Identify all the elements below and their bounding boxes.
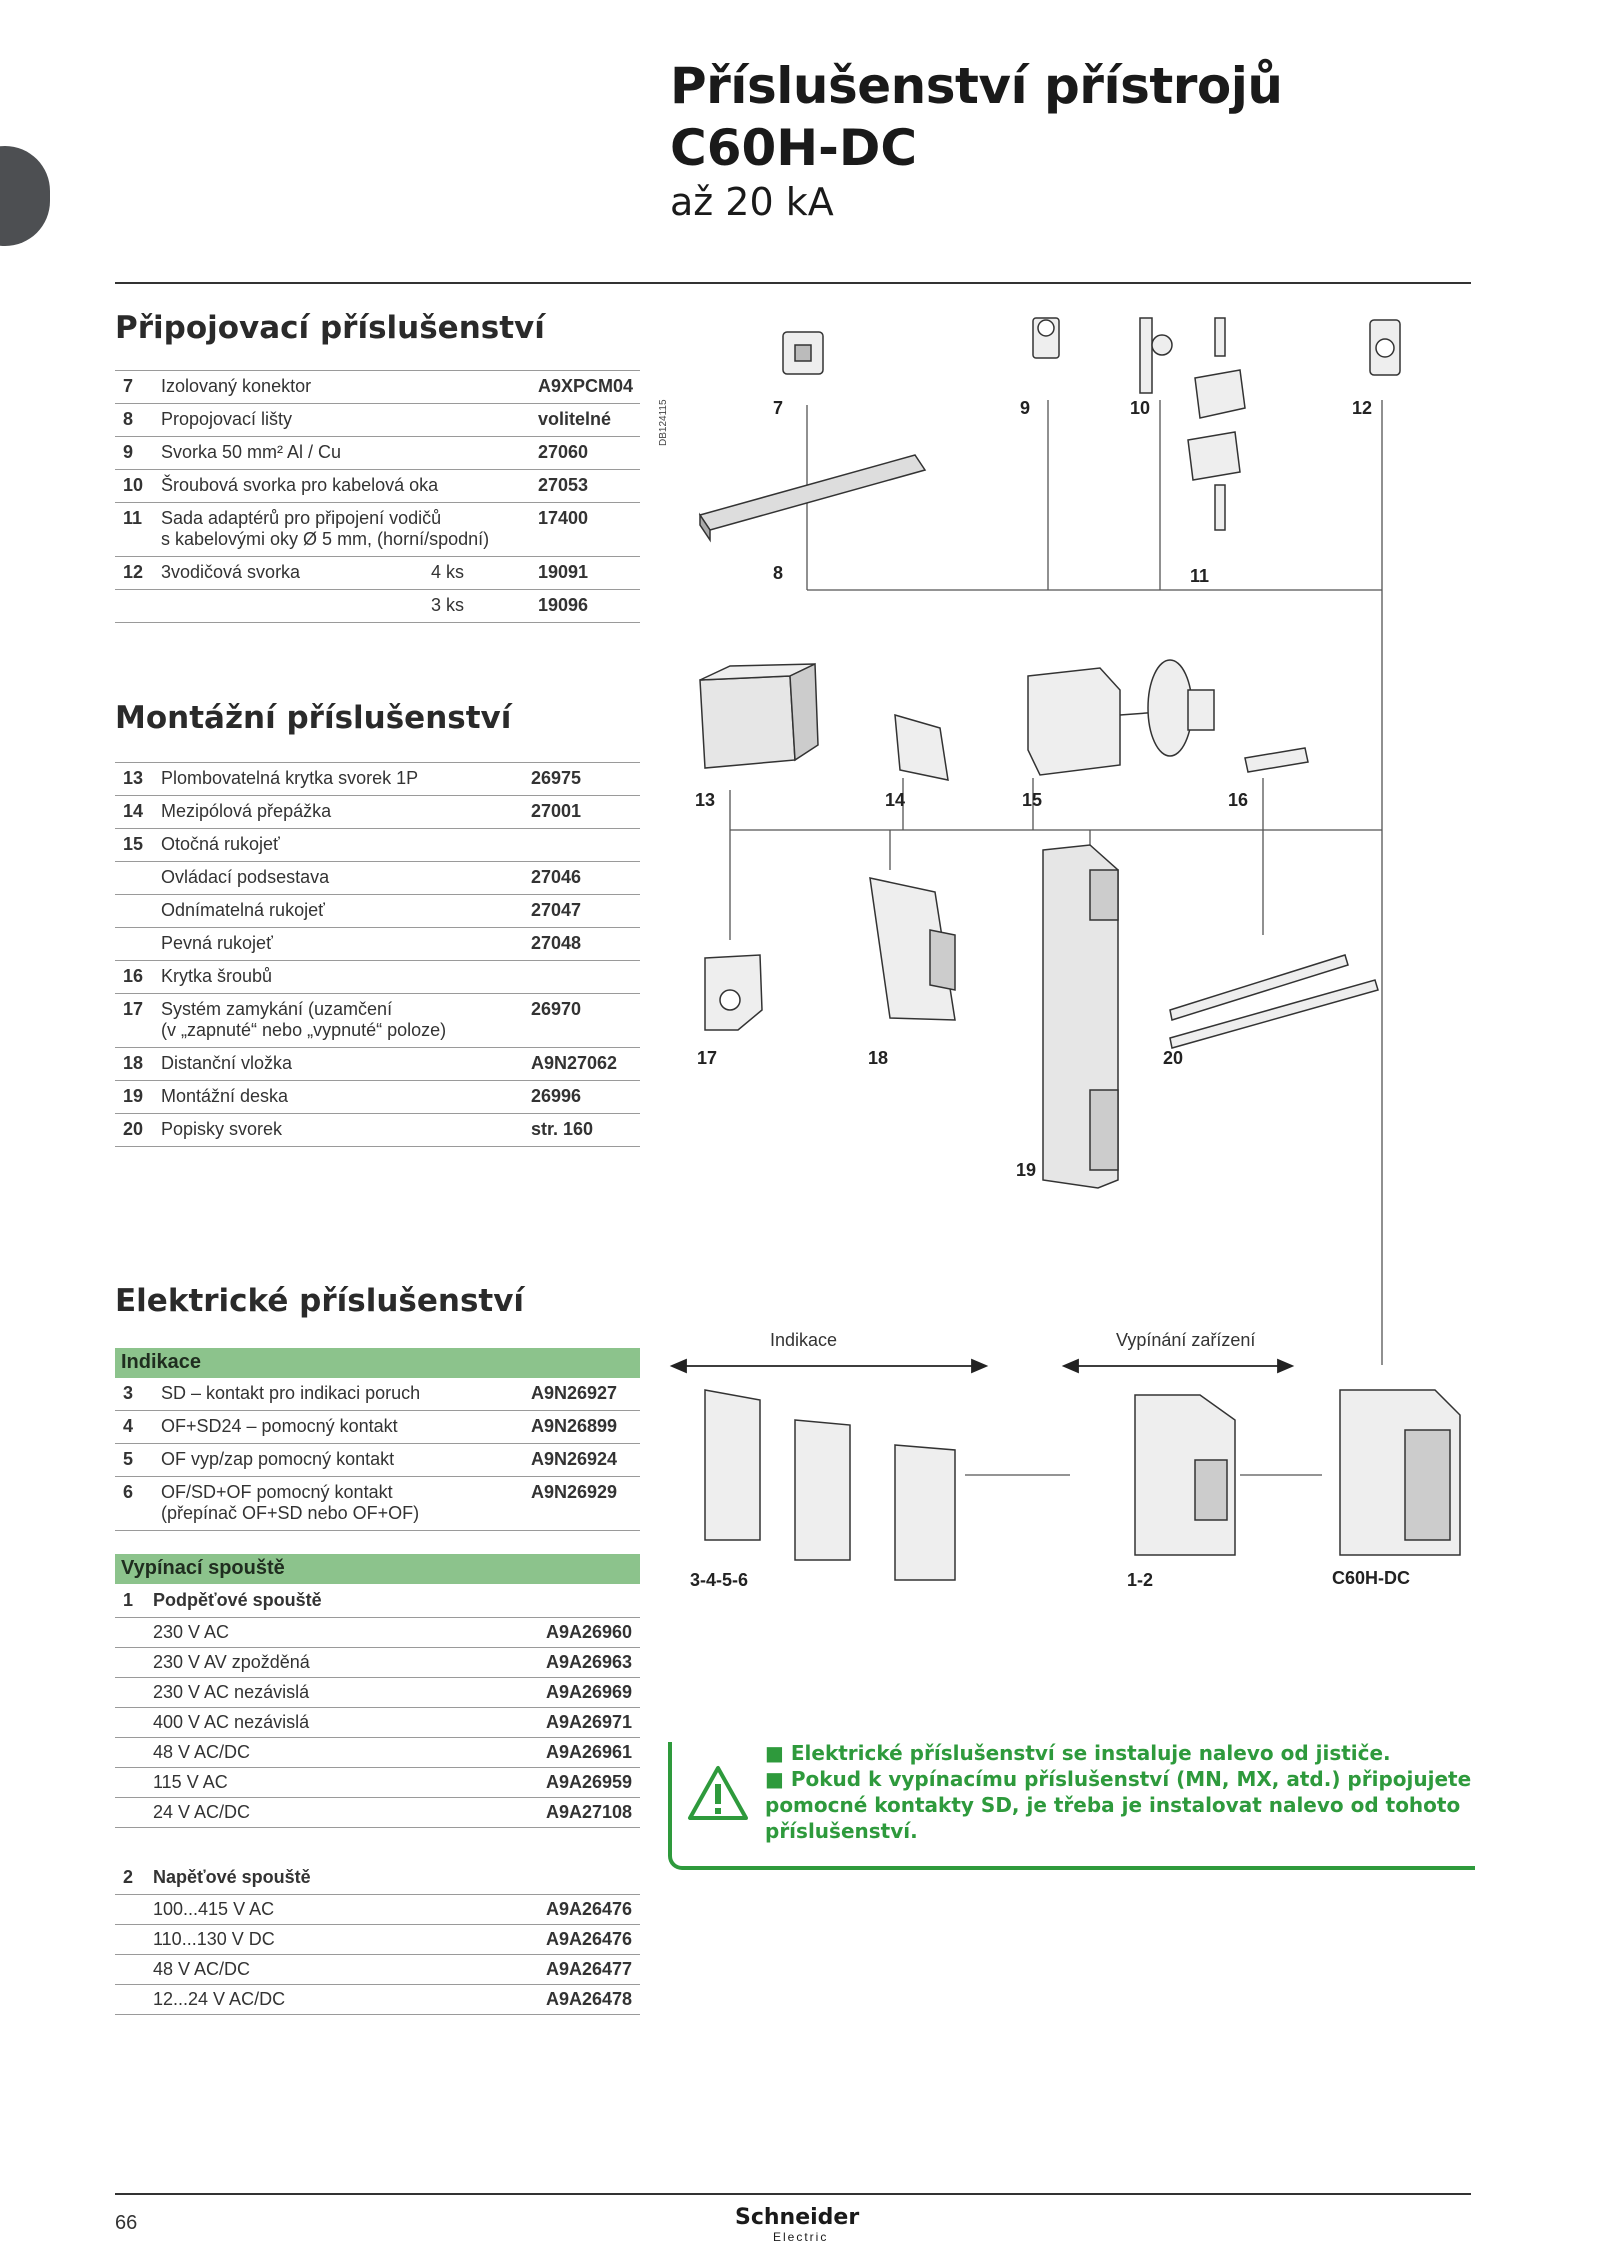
indication-header: Indikace [115, 1348, 640, 1378]
isolated-connector-icon [783, 332, 823, 374]
page-title: Příslušenství přístrojů [670, 57, 1283, 115]
diagram-label: 19 [1016, 1160, 1037, 1180]
table-row: 48 V AC/DC A9A26961 [115, 1738, 640, 1768]
screw-terminal-icon [1140, 318, 1172, 393]
table-row: 3 SD – kontakt pro indikaci poruch A9N26927 [115, 1378, 640, 1411]
diagram-label: 20 [1163, 1048, 1184, 1068]
screw-cover-icon [1245, 748, 1308, 772]
rotary-handle-icon [1028, 660, 1214, 775]
spacer-icon [870, 878, 955, 1020]
table-row: 7 Izolovaný konektor A9XPCM04 [115, 371, 640, 404]
table-row: 100...415 V AC A9A26476 [115, 1895, 640, 1925]
tripping-range-label: Vypínání zařízení [1116, 1330, 1256, 1350]
diagram-label: 11 [1190, 566, 1210, 586]
table-row: 24 V AC/DC A9A27108 [115, 1798, 640, 1828]
table-row: Pevná rukojeť 27048 [115, 928, 640, 961]
diagram-label: 16 [1228, 790, 1249, 810]
table-row: 12...24 V AC/DC A9A26478 [115, 1985, 640, 2015]
table-row: 230 V AC nezávislá A9A26969 [115, 1678, 640, 1708]
table-row: 11 Sada adaptérů pro připojení vodičů s kabelovými oky Ø 5 mm, (horní/spodní) 17400 [115, 503, 640, 557]
section-title-electrical: Elektrické příslušenství [115, 1283, 525, 1319]
table-row: 10 Šroubová svorka pro kabelová oka 27053 [115, 470, 640, 503]
brand-logo-sub: Electric [773, 2230, 829, 2244]
diagram-label: 8 [773, 563, 784, 583]
diagram-label: 1-2 [1127, 1570, 1154, 1590]
diagram-label: 18 [868, 1048, 889, 1068]
table-row: 230 V AC A9A26960 [115, 1618, 640, 1648]
table-row: Odnímatelná rukojeť 27047 [115, 895, 640, 928]
adapter-set-icon [1188, 318, 1245, 530]
warning-text: ■ Elektrické příslušenství se instaluje nalevo od jističe. ■ Pokud k vypínacímu příslušenství (MN, MX, atd.) připojujete pomocné kontakty SD, je třeba je instalovat nalevo od tohoto příslušenství. [765, 1741, 1472, 1843]
c60h-dc-breaker-icon [1340, 1390, 1460, 1555]
range-arrows [672, 1360, 1292, 1372]
diagram-label: 7 [773, 398, 784, 418]
interpole-barrier-icon [895, 715, 948, 780]
table-row: 17 Systém zamykání (uzamčení (v „zapnuté“ nebo „vypnuté“ poloze) 26970 [115, 994, 640, 1048]
diagram-label: 13 [695, 790, 716, 810]
diagram-label: 17 [697, 1048, 718, 1068]
diagram-label: 15 [1022, 790, 1043, 810]
section-title-connection: Připojovací příslušenství [115, 310, 545, 346]
table-row: 3 ks 19096 [115, 590, 640, 623]
diagram-label: 3-4-5-6 [690, 1570, 749, 1590]
drawing-code: DB124115 [658, 399, 669, 446]
table-row: Ovládací podsestava 27046 [115, 862, 640, 895]
diagram-label: 9 [1020, 398, 1031, 418]
page-title-model: C60H-DC [670, 119, 918, 177]
table-row: 400 V AC nezávislá A9A26971 [115, 1708, 640, 1738]
page-subtitle: až 20 kA [670, 180, 834, 224]
page-number: 66 [115, 2212, 138, 2234]
table-row: 6 OF/SD+OF pomocný kontakt (přepínač OF+SD nebo OF+OF) A9N26929 [115, 1477, 640, 1531]
product-sketches [700, 318, 1460, 1580]
diagram-label: 14 [885, 790, 906, 810]
busbar-icon [700, 455, 925, 540]
table-row: 18 Distanční vložka A9N27062 [115, 1048, 640, 1081]
indication-range-label: Indikace [770, 1330, 838, 1350]
terminal-labels-icon [1170, 955, 1378, 1048]
auxiliary-contacts-icon [705, 1390, 955, 1580]
table-row: 2 Napěťové spouště [115, 1862, 640, 1895]
table-row: 8 Propojovací lišty volitelné [115, 404, 640, 437]
sealable-cover-icon [700, 664, 818, 768]
table-row: 12 3vodičová svorka 4 ks 19091 [115, 557, 640, 590]
diagram-label: C60H-DC [1332, 1568, 1411, 1588]
table-row: 9 Svorka 50 mm² Al / Cu 27060 [115, 437, 640, 470]
section-title-mounting: Montážní příslušenství [115, 700, 512, 736]
diagram-label: 12 [1352, 398, 1373, 418]
table-row: 19 Montážní deska 26996 [115, 1081, 640, 1114]
table-row: 110...130 V DC A9A26476 [115, 1925, 640, 1955]
table-row: 5 OF vyp/zap pomocný kontakt A9N26924 [115, 1444, 640, 1477]
table-row: 115 V AC A9A26959 [115, 1768, 640, 1798]
locking-system-icon [705, 955, 762, 1030]
table-row: 15 Otočná rukojeť [115, 829, 640, 862]
three-wire-terminal-icon [1370, 320, 1400, 375]
footer-rule [115, 2193, 1471, 2195]
terminal-50mm-icon [1033, 318, 1059, 358]
trip-release-icon [1135, 1395, 1235, 1555]
table-row: 13 Plombovatelná krytka svorek 1P 26975 [115, 763, 640, 796]
table-row: 4 OF+SD24 – pomocný kontakt A9N26899 [115, 1411, 640, 1444]
table-row: 48 V AC/DC A9A26477 [115, 1955, 640, 1985]
table-row: 230 V AV zpožděná A9A26963 [115, 1648, 640, 1678]
table-row: 1 Podpěťové spouště [115, 1585, 640, 1618]
table-row: 16 Krytka šroubů [115, 961, 640, 994]
mounting-plate-icon [1043, 845, 1118, 1188]
table-row: 20 Popisky svorek str. 160 [115, 1114, 640, 1147]
diagram-label: 10 [1130, 398, 1151, 418]
brand-logo: Schneider [735, 2205, 860, 2230]
table-row: 14 Mezipólová přepážka 27001 [115, 796, 640, 829]
trip-header: Vypínací spouště [115, 1554, 640, 1584]
